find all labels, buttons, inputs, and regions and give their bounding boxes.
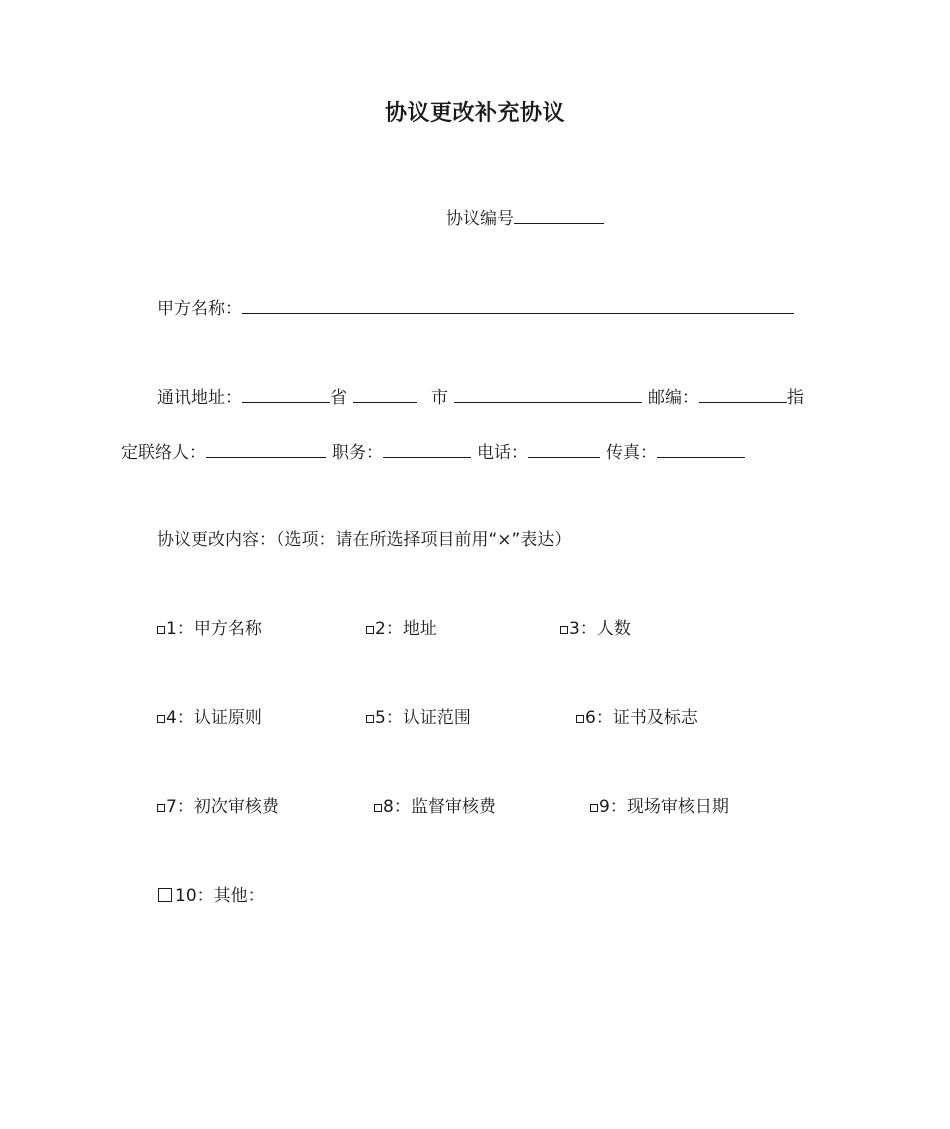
option-label: 6：证书及标志 <box>585 708 698 728</box>
province-label: 省 <box>330 388 347 408</box>
option-item[interactable] <box>366 617 437 641</box>
phone-field[interactable] <box>528 439 600 458</box>
option-item[interactable] <box>157 617 262 641</box>
document-title: 协议更改补充协议 <box>384 101 565 126</box>
checkbox-icon[interactable] <box>366 715 374 723</box>
checkbox-icon[interactable] <box>157 626 165 634</box>
option-label: 5：认证范围 <box>375 708 471 728</box>
agreement-number-line <box>446 205 604 231</box>
fax-field[interactable] <box>657 439 745 458</box>
contact-prefix: 指 <box>787 388 804 408</box>
option-label: 10：其他： <box>175 886 265 906</box>
contact-field[interactable] <box>206 439 326 458</box>
option-item[interactable] <box>366 706 471 730</box>
option-item[interactable] <box>158 884 265 908</box>
position-label: 职务： <box>332 443 383 463</box>
checkbox-icon[interactable] <box>374 804 382 812</box>
option-item[interactable] <box>590 795 729 819</box>
option-item[interactable] <box>374 795 496 819</box>
option-label: 3：人数 <box>569 619 631 639</box>
party-a-line <box>157 295 794 321</box>
option-label: 7：初次审核费 <box>166 797 279 817</box>
contact-label: 定联络人： <box>121 443 206 463</box>
postcode-field[interactable] <box>699 384 787 403</box>
checkbox-icon[interactable] <box>157 715 165 723</box>
address-field[interactable] <box>242 384 330 403</box>
option-item[interactable] <box>560 617 631 641</box>
checkbox-icon[interactable] <box>576 715 584 723</box>
checkbox-icon[interactable] <box>560 626 568 634</box>
party-a-name-field[interactable] <box>242 295 794 314</box>
change-content-label: 协议更改内容：（选项：请在所选择项目前用“×”表达） <box>157 530 572 550</box>
phone-label: 电话： <box>477 443 528 463</box>
option-item[interactable] <box>576 706 698 730</box>
position-field[interactable] <box>383 439 471 458</box>
city-field[interactable] <box>454 384 642 403</box>
option-item[interactable] <box>157 795 279 819</box>
city-label: 市 <box>431 388 448 408</box>
option-item[interactable] <box>157 706 262 730</box>
option-label: 4：认证原则 <box>166 708 262 728</box>
address-label: 通讯地址： <box>157 388 242 408</box>
postcode-label: 邮编： <box>648 388 699 408</box>
checkbox-icon[interactable] <box>366 626 374 634</box>
option-label: 9：现场审核日期 <box>599 797 729 817</box>
checkbox-icon[interactable] <box>157 804 165 812</box>
agreement-number-label: 协议编号 <box>446 209 514 229</box>
contact-line <box>121 439 745 465</box>
option-label: 2：地址 <box>375 619 437 639</box>
checkbox-icon[interactable] <box>158 888 172 902</box>
address-line <box>157 384 804 410</box>
province-field[interactable] <box>353 384 417 403</box>
agreement-number-field[interactable] <box>514 205 604 224</box>
fax-label: 传真： <box>606 443 657 463</box>
option-label: 8：监督审核费 <box>383 797 496 817</box>
party-a-label: 甲方名称： <box>157 299 242 319</box>
checkbox-icon[interactable] <box>590 804 598 812</box>
option-label: 1：甲方名称 <box>166 619 262 639</box>
